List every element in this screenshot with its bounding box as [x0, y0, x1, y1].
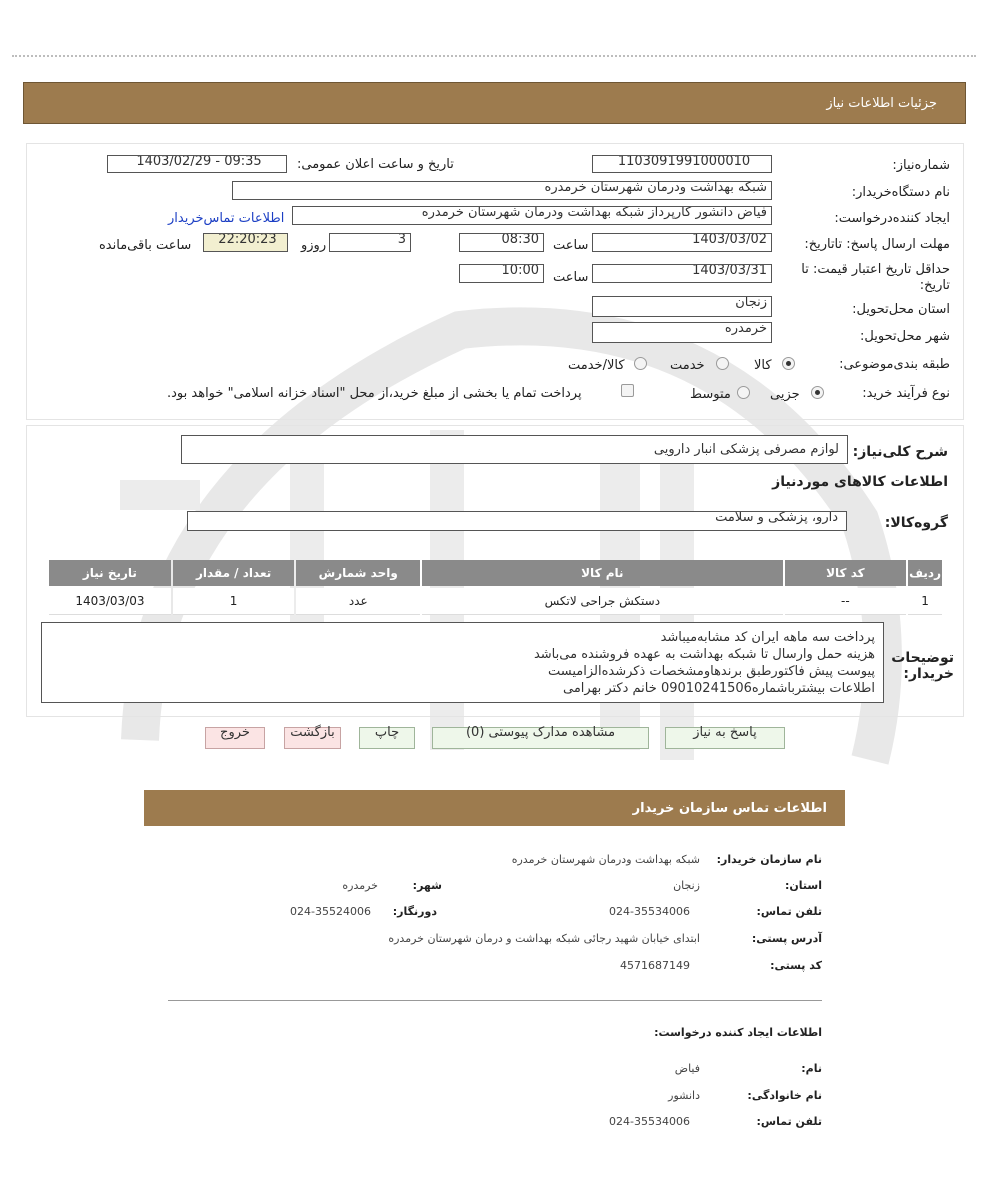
- category-goods-label: کالا: [754, 358, 772, 373]
- address-label: آدرس پستی:: [751, 932, 822, 945]
- goods-table: [47, 558, 944, 617]
- goods-group-field: دارو، پزشکی و سلامت: [187, 511, 847, 531]
- address-value: ابتدای خیابان شهید رجائی شبکه بهداشت و درمان شهرستان خرمدره: [388, 932, 700, 945]
- header-item-code: کد کالا: [785, 560, 907, 586]
- process-label: نوع فرآیند خرید:: [862, 386, 950, 401]
- creator-family-label: نام خانوادگی:: [747, 1089, 822, 1102]
- exit-button[interactable]: خروج: [205, 727, 265, 749]
- contact-phone-value: 024-35534006: [609, 905, 690, 918]
- need-number-field: 1103091991000010: [592, 155, 772, 173]
- deadline-time-field: 08:30: [459, 233, 544, 252]
- announce-field: 1403/02/29 - 09:35: [107, 155, 287, 173]
- note-line: هزینه حمل وارسال تا شبکه بهداشت به عهده فروشنده می‌باشد: [533, 647, 875, 662]
- creator-field: فیاض دانشور کارپرداز شبکه بهداشت ودرمان شهرستان خرمدره: [292, 206, 772, 225]
- process-medium-label: متوسط: [690, 387, 731, 402]
- note-line: اطلاعات بیشتربا‌شماره09010241506 خانم دکتر بهرامی: [563, 681, 875, 696]
- treasury-checkbox[interactable]: [621, 384, 634, 397]
- city-label: شهر محل‌تحویل:: [860, 329, 950, 344]
- key-description-label: شرح کلی‌نیاز:: [852, 444, 948, 460]
- process-minor-label: جزیی: [770, 387, 800, 402]
- org-value: شبکه بهداشت ودرمان شهرستان خرمدره: [511, 853, 700, 866]
- row-number-cell: 1: [908, 588, 942, 615]
- org-label: نام سازمان خریدار:: [716, 853, 822, 866]
- announce-label: تاریخ و ساعت اعلان عمومی:: [297, 157, 454, 172]
- contact-city-value: خرمدره: [342, 879, 378, 892]
- treasury-note: پرداخت تمام یا بخشی از مبلغ خرید،از محل "اسناد خزانه اسلامی" خواهد بود.: [167, 386, 582, 401]
- contact-phone-label: تلفن تماس:: [756, 905, 822, 918]
- page-header: [23, 82, 966, 124]
- page-title: جزئیات اطلاعات نیاز: [826, 96, 937, 111]
- province-label: استان محل‌تحویل:: [852, 302, 950, 317]
- table-header-row: [49, 560, 942, 586]
- fax-value: 024-35524006: [290, 905, 371, 918]
- category-service-label: خدمت: [670, 358, 705, 373]
- province-field: زنجان: [592, 296, 772, 317]
- remaining-time-field: 22:20:23: [203, 233, 288, 252]
- header-item-name: نام کالا: [422, 560, 783, 586]
- item-name-cell: دستکش جراحی لاتکس: [422, 588, 783, 615]
- deadline-label: مهلت ارسال پاسخ: تاتاریخ:: [804, 237, 950, 252]
- need-number-label: شماره‌نیاز:: [892, 158, 950, 173]
- view-attachments-button[interactable]: مشاهده مدارک پیوستی (0): [432, 727, 649, 749]
- table-row: [49, 588, 942, 615]
- quantity-cell: 1: [173, 588, 295, 615]
- city-field: خرمدره: [592, 322, 772, 343]
- buyer-contact-link[interactable]: اطلاعات تماس‌خریدار: [168, 211, 285, 226]
- process-minor-radio[interactable]: [811, 386, 824, 399]
- validity-time-field: 10:00: [459, 264, 544, 283]
- category-goods-service-label: کالا/خدمت: [568, 358, 625, 373]
- need-date-cell: 1403/03/03: [49, 588, 171, 615]
- contact-title: اطلاعات تماس سازمان خریدار: [632, 801, 827, 816]
- creator-info-title: اطلاعات ایجاد کننده درخواست:: [654, 1026, 822, 1039]
- fax-label: دورنگار:: [392, 905, 437, 918]
- contact-divider: [168, 1000, 822, 1001]
- contact-city-label: شهر:: [412, 879, 442, 892]
- creator-phone-label: تلفن تماس:: [756, 1115, 822, 1128]
- creator-phone-value: 024-35534006: [609, 1115, 690, 1128]
- postal-value: 4571687149: [620, 959, 690, 972]
- header-row-number: ردیف: [908, 560, 942, 586]
- buyer-notes-box: [41, 622, 884, 703]
- creator-label: ایجاد کننده‌درخواست:: [834, 211, 950, 226]
- creator-family-value: دانشور: [668, 1089, 700, 1102]
- header-unit: واحد شمارش: [296, 560, 420, 586]
- note-line: پرداخت سه ماهه ایران کد مشابه‌میباشد: [660, 630, 875, 645]
- deadline-date-field: 1403/03/02: [592, 233, 772, 252]
- note-line: پیوست پیش فاکتورطبق برندهاومشخصات ذکرشده‌الزامیست: [548, 664, 875, 679]
- creator-name-label: نام:: [801, 1062, 822, 1075]
- validity-date-field: 1403/03/31: [592, 264, 772, 283]
- creator-name-value: فیاض: [674, 1062, 700, 1075]
- item-code-cell: --: [785, 588, 907, 615]
- back-button[interactable]: بازگشت: [284, 727, 341, 749]
- category-label: طبقه بندی‌موضوعی:: [839, 357, 950, 372]
- category-goods-radio[interactable]: [782, 357, 795, 370]
- key-description-field: لوازم مصرفی پزشکی انبار دارویی: [181, 435, 848, 464]
- contact-province-value: زنجان: [673, 879, 700, 892]
- reply-button[interactable]: پاسخ به نیاز: [665, 727, 785, 749]
- category-service-radio[interactable]: [716, 357, 729, 370]
- buyer-field: شبکه بهداشت ودرمان شهرستان خرمدره: [232, 181, 772, 200]
- top-separator: [12, 55, 976, 57]
- contact-province-label: استان:: [785, 879, 822, 892]
- goods-info-title: اطلاعات کالاهای مورد‌نیاز: [772, 474, 948, 490]
- process-medium-radio[interactable]: [737, 386, 750, 399]
- contact-header: [144, 790, 845, 826]
- validity-hour-label: ساعت: [553, 270, 589, 285]
- category-goods-service-radio[interactable]: [634, 357, 647, 370]
- header-need-date: تاریخ نیاز: [49, 560, 171, 586]
- print-button[interactable]: چاپ: [359, 727, 415, 749]
- goods-group-label: گروه‌کالا:: [884, 515, 948, 531]
- days-field: 3: [329, 233, 411, 252]
- header-quantity: تعداد / مقدار: [173, 560, 295, 586]
- buyer-label: نام دستگاه‌خریدار:: [851, 185, 950, 200]
- remaining-label: ساعت باقی‌مانده: [99, 238, 192, 253]
- validity-label: حداقل تاریخ اعتبار قیمت: تا تاریخ:: [801, 262, 950, 293]
- days-label: روزو: [301, 238, 327, 253]
- unit-cell: عدد: [296, 588, 420, 615]
- deadline-hour-label: ساعت: [553, 238, 589, 253]
- postal-label: کد پستی:: [770, 959, 822, 972]
- buyer-notes-label: توضیحات خریدار:: [891, 650, 954, 682]
